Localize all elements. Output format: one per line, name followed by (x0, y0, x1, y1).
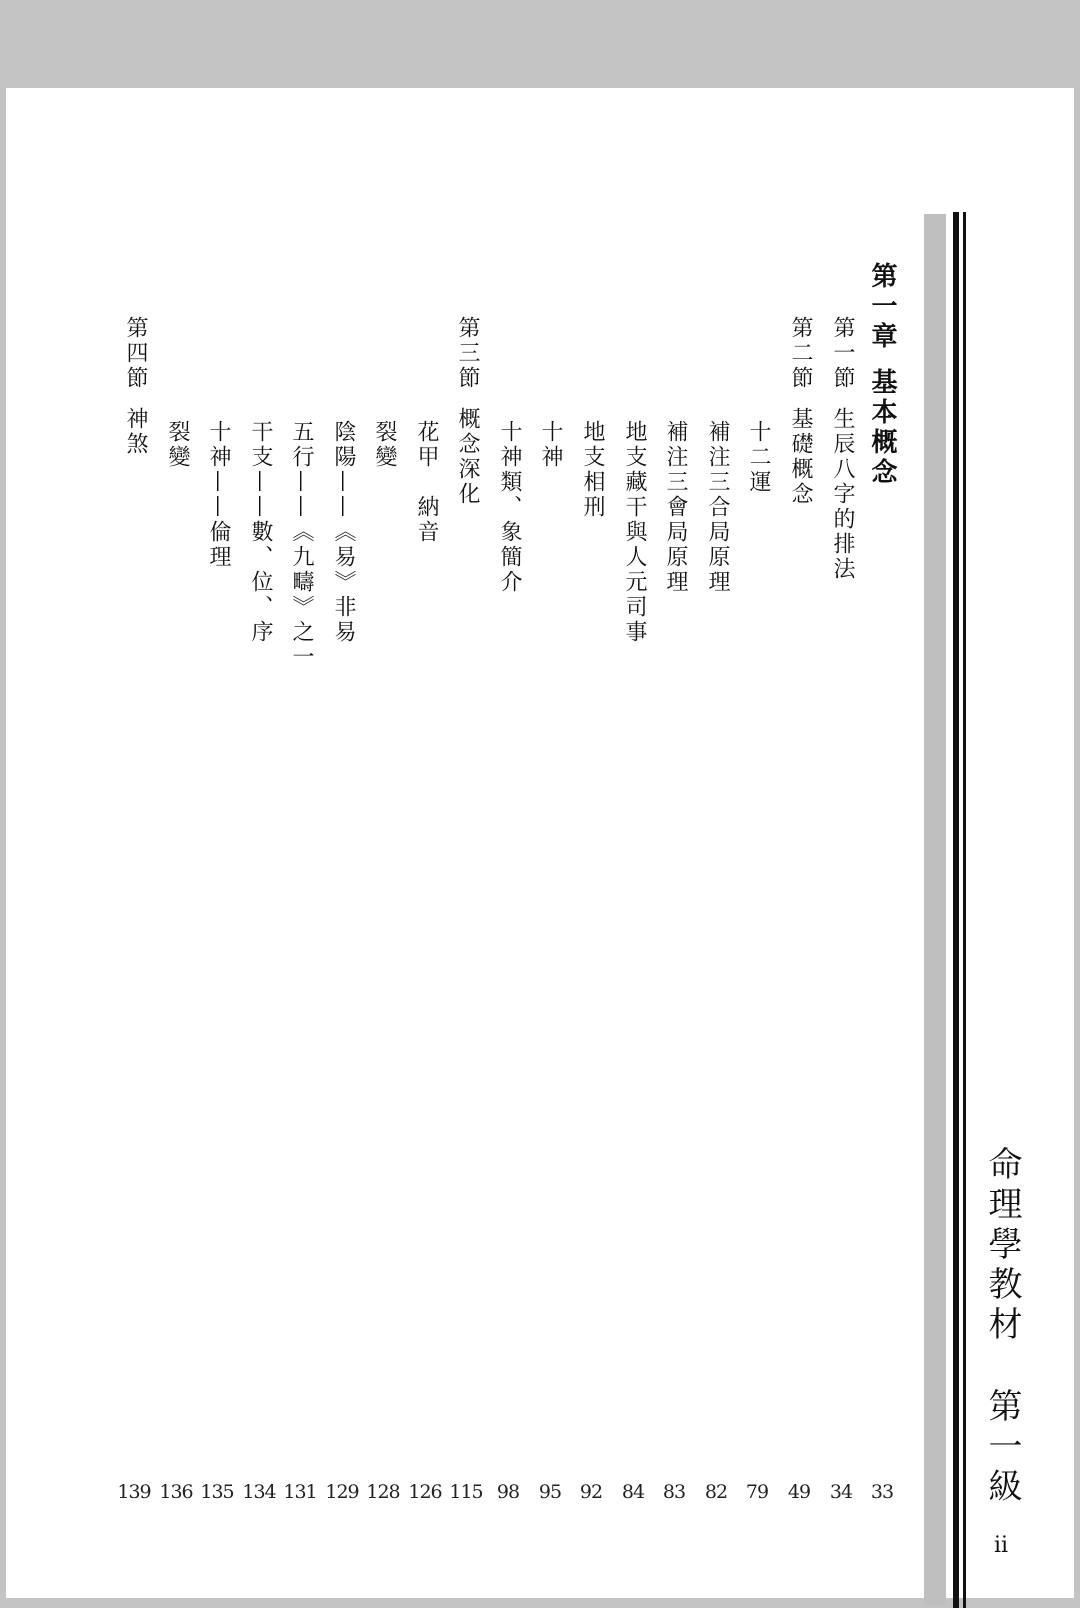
entry-title: 十神——倫理 (206, 420, 231, 570)
toc-entry[interactable] (828, 316, 856, 582)
chapter-heading (868, 262, 896, 488)
entry-title: 陰陽——《易》非易 (331, 420, 356, 645)
gray-band (924, 214, 946, 1606)
entry-title: 基礎概念 (788, 407, 813, 507)
entry-title: 補注三合局原理 (705, 420, 730, 595)
entry-title: 生辰八字的排法 (830, 407, 855, 582)
entry-title: 地支相刑 (580, 420, 605, 520)
page-number: 136 (159, 1481, 193, 1503)
toc-entry[interactable] (163, 420, 191, 470)
entry-title: 補注三會局原理 (663, 420, 688, 595)
page-number: 131 (283, 1481, 317, 1503)
page-number: 95 (538, 1481, 562, 1503)
entry-title: 花甲 納音 (414, 420, 439, 545)
book-title (982, 1146, 1022, 1508)
toc-entry[interactable] (744, 420, 772, 495)
entry-title: 神煞 (123, 407, 148, 457)
page-number: 139 (117, 1481, 151, 1503)
section-label: 第三節 (455, 316, 480, 391)
toc-entry[interactable] (121, 316, 149, 457)
toc-entry[interactable] (620, 420, 648, 645)
page-number: 34 (829, 1481, 853, 1503)
toc-entry[interactable] (287, 420, 315, 670)
section-label: 第四節 (123, 316, 148, 391)
entry-title: 概念深化 (455, 407, 480, 507)
section-label: 第一節 (830, 316, 855, 391)
entry-title: 五行——《九疇》之一 (289, 420, 314, 670)
toc-entry[interactable] (453, 316, 481, 507)
entry-title: 裂變 (372, 420, 397, 470)
page-number: 92 (579, 1481, 603, 1503)
page-number: 83 (662, 1481, 686, 1503)
toc-entry[interactable] (703, 420, 731, 595)
page-folio: ii (994, 1533, 1009, 1558)
page-number: 84 (621, 1481, 645, 1503)
entry-title: 十神 (538, 420, 563, 470)
toc-entry[interactable] (246, 420, 274, 645)
toc-entry[interactable] (370, 420, 398, 470)
page-number: 98 (496, 1481, 520, 1503)
chapter-title: 基本概念 (867, 368, 897, 488)
section-label: 第二節 (788, 316, 813, 391)
thin-rule (963, 212, 966, 1608)
chapter-label: 第一章 (867, 262, 897, 352)
page-number: 33 (870, 1481, 894, 1503)
entry-title: 十二運 (746, 420, 771, 495)
toc-entry[interactable] (495, 420, 523, 595)
toc-entry[interactable] (661, 420, 689, 595)
page-number: 115 (449, 1481, 483, 1503)
toc-entry[interactable] (536, 420, 564, 470)
book-level: 第一級 (982, 1388, 1022, 1508)
page-number: 49 (787, 1481, 811, 1503)
thick-rule (953, 212, 959, 1608)
toc-entry[interactable] (786, 316, 814, 507)
toc-entry[interactable] (329, 420, 357, 645)
document-page (6, 88, 1074, 1598)
entry-title: 干支——數、位、序 (248, 420, 273, 645)
page-number: 126 (408, 1481, 442, 1503)
page-number: 128 (366, 1481, 400, 1503)
entry-title: 地支藏干與人元司事 (622, 420, 647, 645)
entry-title: 裂變 (165, 420, 190, 470)
entry-title: 十神類、象簡介 (497, 420, 522, 595)
toc-entry[interactable] (578, 420, 606, 520)
page-number: 135 (200, 1481, 234, 1503)
toc-entry[interactable] (412, 420, 440, 545)
page-number: 79 (745, 1481, 769, 1503)
page-number: 82 (704, 1481, 728, 1503)
page-number: 129 (325, 1481, 359, 1503)
book-title-text: 命理學教材 (982, 1146, 1022, 1346)
toc-entry[interactable] (204, 420, 232, 570)
page-number: 134 (242, 1481, 276, 1503)
